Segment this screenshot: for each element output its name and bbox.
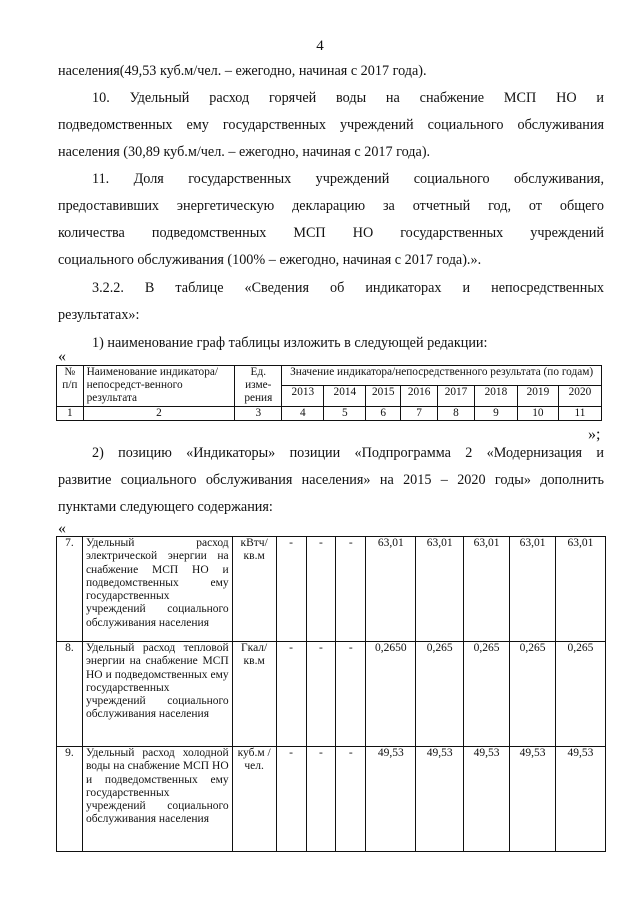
row-value: 49,53 xyxy=(464,747,510,852)
row-name: Удельный расход тепловой энергии на снабжение МСП НО и подведомственных ему государственных учреждений социального обслуживания населения xyxy=(82,642,232,747)
header-year: 2016 xyxy=(401,386,438,406)
table-row xyxy=(57,537,606,642)
row-value: - xyxy=(336,642,366,747)
row-value: - xyxy=(306,642,336,747)
open-quote-2: « xyxy=(58,520,66,537)
header-number: 2 xyxy=(83,406,235,420)
row-number: 9. xyxy=(57,747,83,852)
header-number: 11 xyxy=(558,406,601,420)
row-value: 0,265 xyxy=(510,642,556,747)
row-value: 49,53 xyxy=(416,747,464,852)
row-value: - xyxy=(336,537,366,642)
paragraph-continuation: населения(49,53 куб.м/чел. – ежегодно, начиная с 2017 года). xyxy=(58,63,427,79)
header-table xyxy=(56,365,602,421)
paragraph-11-line-3: количества подведомственных МСП НО государственных учреждений xyxy=(58,225,604,241)
row-value: - xyxy=(276,747,306,852)
indicators-table xyxy=(56,536,606,852)
paragraph-11-line-4: социального обслуживания (100% – ежегодно, начиная с 2017 года).». xyxy=(58,252,482,268)
row-value: - xyxy=(306,747,336,852)
paragraph-11-line-2: предоставивших энергетическую декларацию за отчетный год, от общего xyxy=(58,198,604,214)
header-number: 7 xyxy=(401,406,438,420)
row-unit: куб.м / чел. xyxy=(232,747,276,852)
row-value: 49,53 xyxy=(555,747,605,852)
paragraph-322-line-2: результатах»: xyxy=(58,307,140,323)
paragraph-10-line-3: населения (30,89 куб.м/чел. – ежегодно, начиная с 2017 года). xyxy=(58,144,431,160)
header-number: 5 xyxy=(324,406,366,420)
row-value: 0,2650 xyxy=(366,642,416,747)
header-number: 1 xyxy=(57,406,84,420)
header-number: 8 xyxy=(438,406,475,420)
paragraph-item-2-line-3: пунктами следующего содержания: xyxy=(58,499,273,515)
row-unit: Гкал/ кв.м xyxy=(232,642,276,747)
header-year: 2015 xyxy=(366,386,401,406)
row-value: 63,01 xyxy=(464,537,510,642)
header-number: 6 xyxy=(366,406,401,420)
header-col-value: Значение индикатора/непосредственного результата (по годам) xyxy=(282,366,602,386)
row-value: - xyxy=(306,537,336,642)
header-year: 2013 xyxy=(282,386,324,406)
paragraph-10-line-1: 10. Удельный расход горячей воды на снабжение МСП НО и xyxy=(92,90,604,106)
row-value: - xyxy=(276,537,306,642)
header-year: 2020 xyxy=(558,386,601,406)
header-number: 9 xyxy=(474,406,517,420)
row-value: 63,01 xyxy=(416,537,464,642)
row-unit: кВтч/ кв.м xyxy=(232,537,276,642)
row-value: 0,265 xyxy=(464,642,510,747)
header-col-unit: Ед. изме-рения xyxy=(235,366,282,407)
header-number: 3 xyxy=(235,406,282,420)
header-col-name: Наименование индикатора/непосредст-венного результата xyxy=(83,366,235,407)
header-number: 10 xyxy=(517,406,558,420)
paragraph-11-line-1: 11. Доля государственных учреждений социального обслуживания, xyxy=(92,171,604,187)
row-value: 63,01 xyxy=(366,537,416,642)
row-value: 63,01 xyxy=(555,537,605,642)
row-value: 49,53 xyxy=(510,747,556,852)
row-value: - xyxy=(336,747,366,852)
header-year: 2018 xyxy=(474,386,517,406)
row-value: 49,53 xyxy=(366,747,416,852)
table-row xyxy=(57,642,606,747)
paragraph-10-line-2: подведомственных ему государственных учреждений социального обслуживания xyxy=(58,117,604,133)
row-value: 63,01 xyxy=(510,537,556,642)
table-row xyxy=(57,747,606,852)
row-name: Удельный расход холодной воды на снабжение МСП НО и подведомственных ему государственных учреждений социального обслуживания населения xyxy=(82,747,232,852)
paragraph-item-2-line-1: 2) позицию «Индикаторы» позиции «Подпрограмма 2 «Модернизация и xyxy=(92,445,604,461)
paragraph-item-2-line-2: развитие социального обслуживания населения» на 2015 – 2020 годы» дополнить xyxy=(58,472,604,488)
row-value: 0,265 xyxy=(555,642,605,747)
row-value: - xyxy=(276,642,306,747)
header-year: 2014 xyxy=(324,386,366,406)
row-number: 7. xyxy=(57,537,83,642)
paragraph-item-1: 1) наименование граф таблицы изложить в следующей редакции: xyxy=(92,335,488,351)
page-number: 4 xyxy=(316,38,324,54)
row-name: Удельный расход электрической энергии на снабжение МСП НО и подведомственных ему государственных учреждений социального обслуживания населения xyxy=(82,537,232,642)
row-number: 8. xyxy=(57,642,83,747)
close-quote-1: »; xyxy=(588,426,601,443)
header-col-num: № п/п xyxy=(57,366,84,407)
paragraph-322-line-1: 3.2.2. В таблице «Сведения об индикаторах и непосредственных xyxy=(92,280,604,296)
open-quote-1: « xyxy=(58,348,66,365)
header-year: 2019 xyxy=(517,386,558,406)
header-number: 4 xyxy=(282,406,324,420)
header-year: 2017 xyxy=(438,386,475,406)
row-value: 0,265 xyxy=(416,642,464,747)
